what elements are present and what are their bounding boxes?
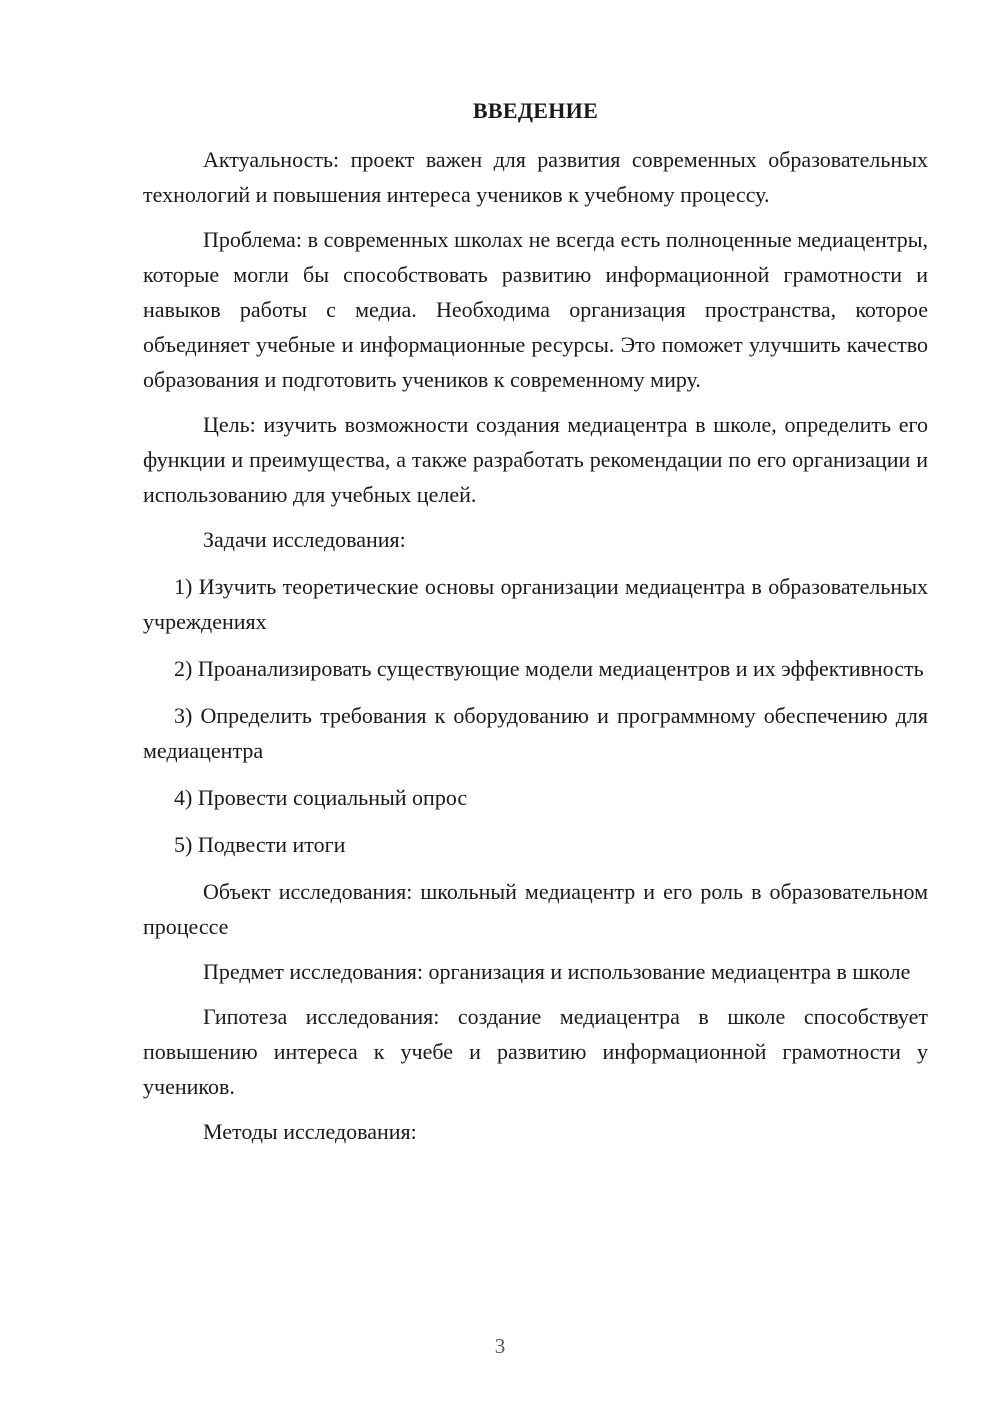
page-number: 3 <box>494 1334 506 1358</box>
object-paragraph: Объект исследования: школьный медиацентр и его роль в образовательном процессе <box>143 879 928 939</box>
task-item: 5) Подвести итоги <box>174 832 346 857</box>
section-title: ВВЕДЕНИЕ <box>472 98 599 123</box>
methods-heading: Методы исследования: <box>203 1119 417 1144</box>
task-item: 1) Изучить теоретические основы организации медиацентра в образовательных учреждениях <box>143 574 928 634</box>
task-item: 2) Проанализировать существующие модели медиацентров и их эффективность <box>174 656 924 681</box>
hypothesis-paragraph: Гипотеза исследования: создание медиацентра в школе способствует повышению интереса к учебе и развитию информационной грамотности у учеников. <box>143 1004 928 1099</box>
tasks-heading: Задачи исследования: <box>203 527 406 552</box>
relevance-paragraph: Актуальность: проект важен для развития современных образовательных технологий и повышения интереса учеников к учебному процессу. <box>143 147 928 207</box>
task-item: 3) Определить требования к оборудованию и программному обеспечению для медиацентра <box>143 703 928 763</box>
goal-paragraph: Цель: изучить возможности создания медиацентра в школе, определить его функции и преимущества, а также разработать рекомендации по его организации и использованию для учебных целей. <box>143 412 928 507</box>
problem-paragraph: Проблема: в современных школах не всегда есть полноценные медиацентры, которые могли бы способствовать развитию информационной грамотности и навыков работы с медиа. Необходима организация пространства, которое объединяет учебные и информационные ресурсы. Это поможет улучшить качество образования и подготовить учеников к современному миру. <box>143 227 928 392</box>
document-page <box>143 96 928 1159</box>
subject-paragraph: Предмет исследования: организация и использование медиацентра в школе <box>203 959 911 984</box>
task-item: 4) Провести социальный опрос <box>174 785 468 810</box>
